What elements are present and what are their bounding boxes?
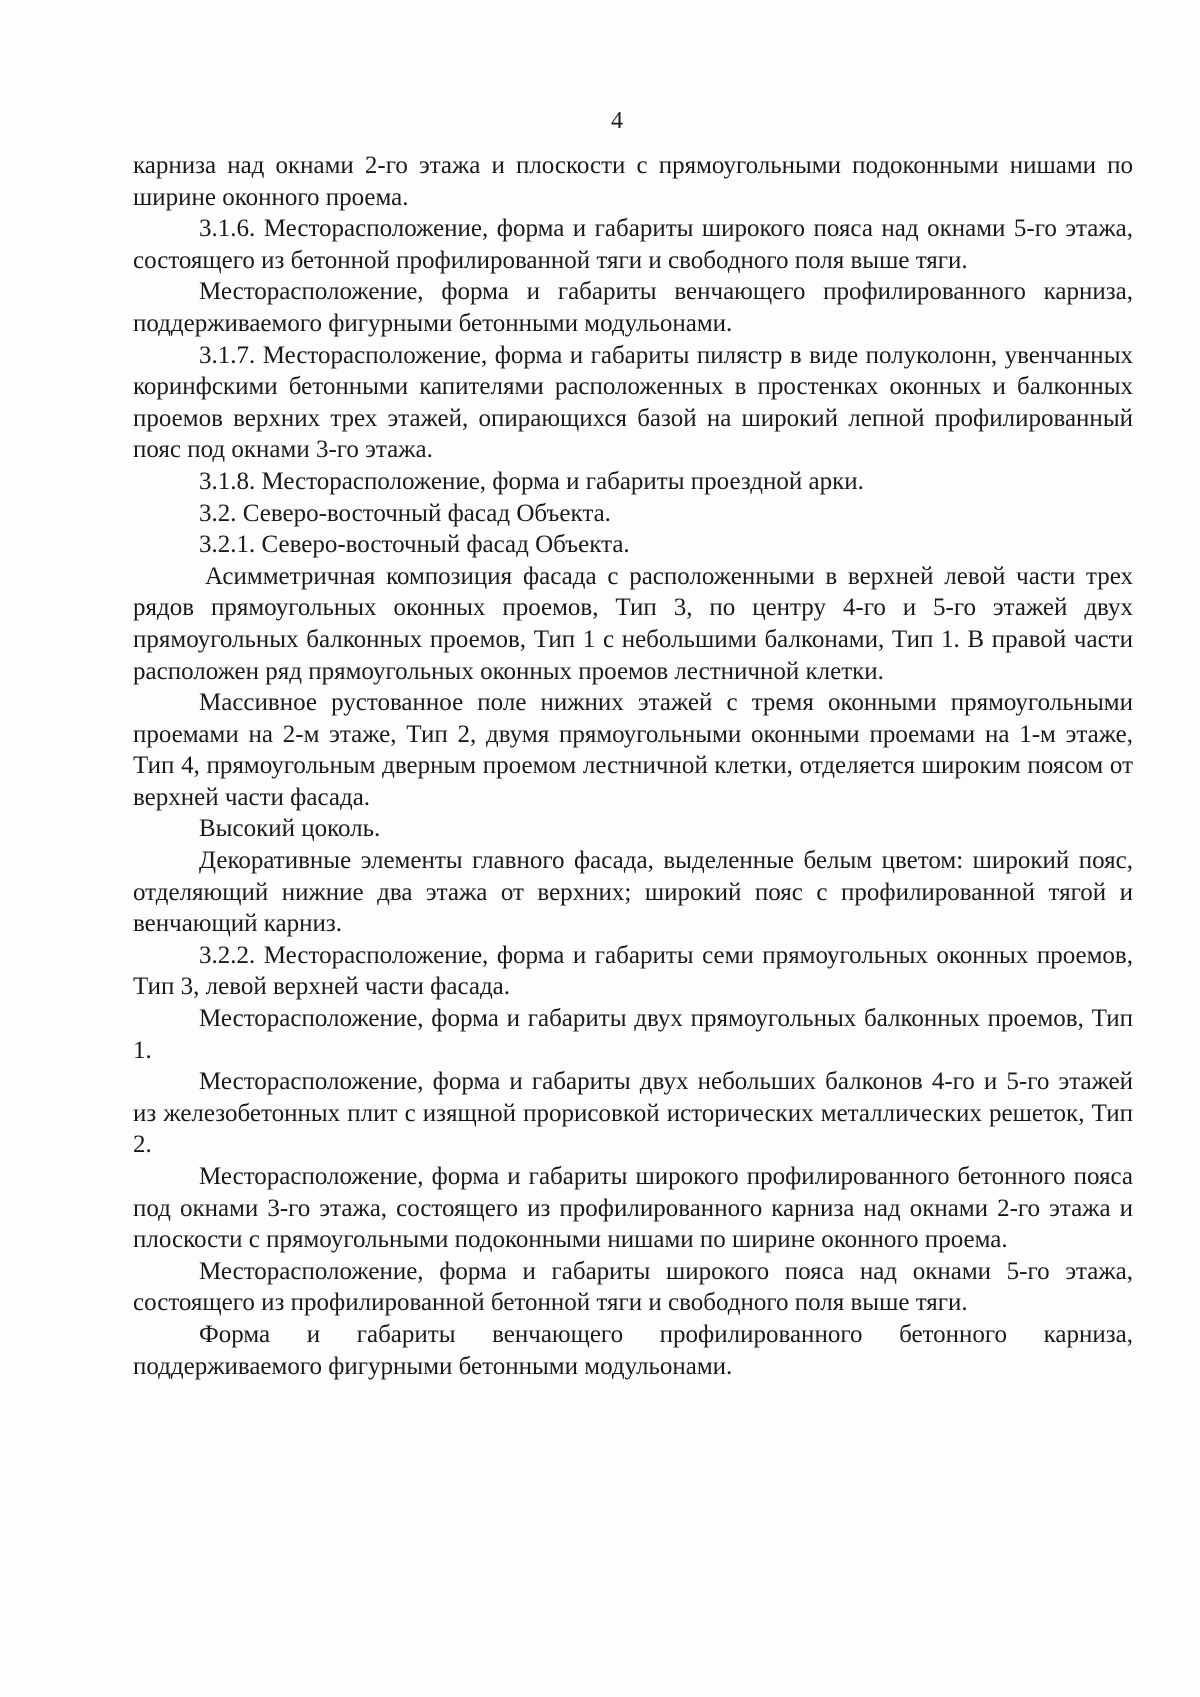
paragraph-balcony-openings: Месторасположение, форма и габариты двух прямоугольных балконных проемов, Тип 1. [133, 1005, 1133, 1064]
paragraph-3-2-2: 3.2.2. Месторасположение, форма и габариты семи прямоугольных оконных проемов, Тип 3, левой верхней части фасада. [133, 941, 1133, 1001]
paragraph-continuation: карниза над окнами 2-го этажа и плоскости с прямоугольными подоконными нишами по ширине оконного проема. [133, 152, 1133, 211]
paragraph-decorative-elements: Декоративные элементы главного фасада, выделенные белым цветом: широкий пояс, отделяющий нижние два этажа от верхних; широкий пояс с профилированной тягой и венчающий карниз. [133, 847, 1133, 938]
paragraph-plinth: Высокий цоколь. [199, 815, 381, 843]
paragraph-crowning-cornice: Форма и габариты венчающего профилированного бетонного карниза, поддерживаемого фигурными бетонными модульонами. [133, 1320, 1133, 1380]
paragraph-3-1-6: 3.1.6. Месторасположение, форма и габариты широкого пояса над окнами 5-го этажа, состоящего из бетонной профилированной тяги и свободного поля выше тяги. [133, 215, 1133, 274]
section-heading-3-2: 3.2. Северо-восточный фасад Объекта. [199, 499, 611, 527]
paragraph-composition: Асимметричная композиция фасада с расположенными в верхней левой части трех рядов прямоугольных оконных проемов, Тип 3, по центру 4-го и 5-го этажей двух прямоугольных балконных проемов, Тип 1 с небольшими балконами, Тип 1. В правой части расположен ряд прямоугольных оконных проемов лестничной клетки. [133, 562, 1133, 685]
page-number: 4 [611, 108, 623, 134]
paragraph-cornice: Месторасположение, форма и габариты венчающего профилированного карниза, поддерживаемого фигурными бетонными модульонами. [133, 278, 1133, 337]
paragraph-3-1-8: 3.1.8. Месторасположение, форма и габариты проездной арки. [199, 467, 864, 495]
paragraph-belt-5th-floor: Месторасположение, форма и габариты широкого пояса над окнами 5-го этажа, состоящего из профилированной бетонной тяги и свободного поля выше тяги. [133, 1257, 1133, 1317]
document-body [133, 150, 1133, 1382]
paragraph-rusticated-field: Массивное рустованное поле нижних этажей с тремя оконными прямоугольными проемами на 2-м этаже, Тип 2, двумя прямоугольными оконными проемами на 1-м этаже, Тип 4, прямоугольным дверным проемом лестничной клетки, отделяется широким поясом от верхней части фасада. [133, 689, 1133, 811]
paragraph-balconies: Месторасположение, форма и габариты двух небольших балконов 4-го и 5-го этажей из железобетонных плит с изящной прорисовкой исторических металлических решеток, Тип 2. [133, 1068, 1133, 1159]
section-heading-3-2-1: 3.2.1. Северо-восточный фасад Объекта. [199, 531, 630, 559]
paragraph-belt-3rd-floor: Месторасположение, форма и габариты широкого профилированного бетонного пояса под окнами 3-го этажа, состоящего из профилированного карниза над окнами 2-го этажа и плоскости с прямоугольными подоконными нишами по ширине оконного проема. [133, 1163, 1133, 1254]
paragraph-3-1-7: 3.1.7. Месторасположение, форма и габариты пилястр в виде полуколонн, увенчанных коринфскими бетонными капителями расположенных в простенках оконных и балконных проемов верхних трех этажей, опирающихся базой на широкий лепной профилированный пояс под окнами 3-го этажа. [133, 341, 1133, 464]
